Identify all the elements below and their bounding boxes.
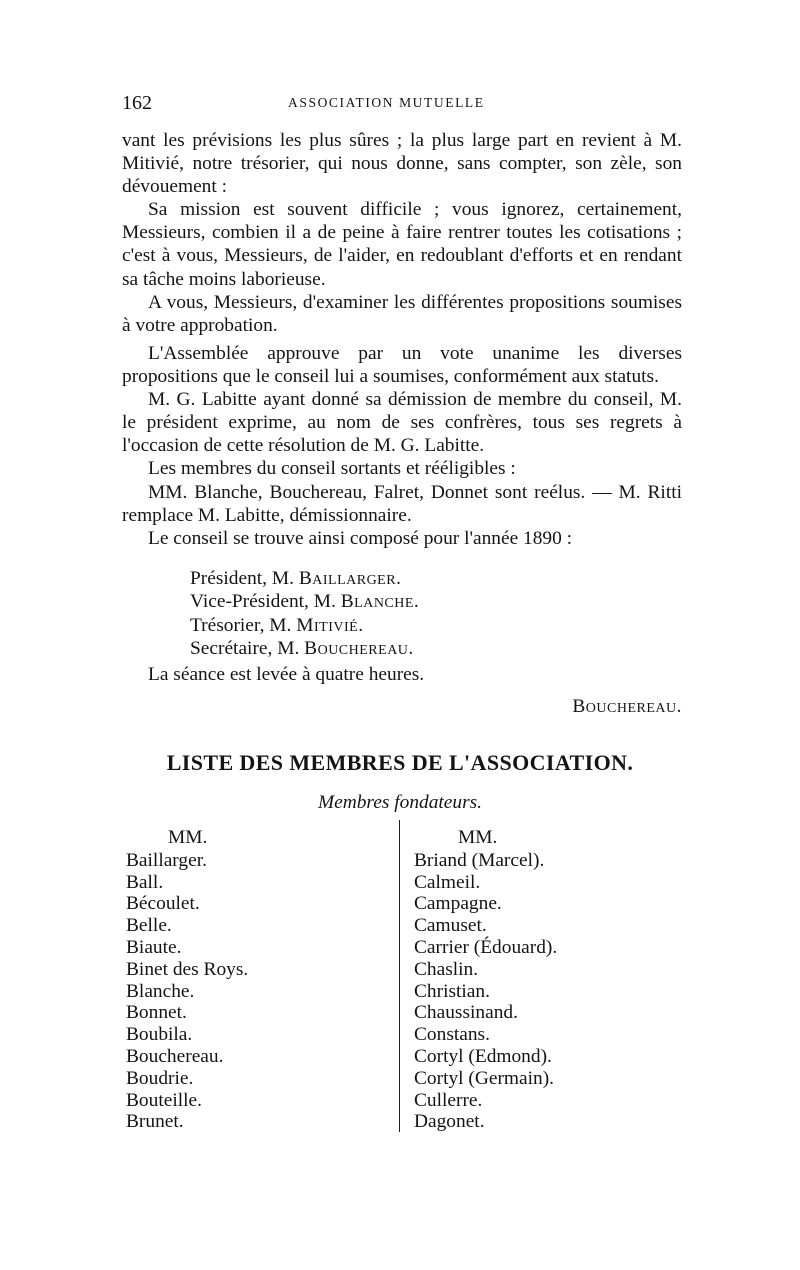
running-title: ASSOCIATION MUTUELLE xyxy=(288,95,485,110)
paragraph: Le conseil se trouve ainsi composé pour l'année 1890 : xyxy=(148,527,573,549)
officer-row: Vice-Président, M. Blanche. xyxy=(190,591,420,613)
member-name: Ball. xyxy=(126,871,164,893)
member-name: Bonnet. xyxy=(126,1002,187,1024)
member-name: Baillarger. xyxy=(126,849,207,871)
member-name: Chaussinand. xyxy=(414,1002,518,1024)
member-name: Belle. xyxy=(126,915,172,937)
member-name: Cortyl (Edmond). xyxy=(414,1045,552,1067)
member-name: Bécoulet. xyxy=(126,893,200,915)
member-name: Blanche. xyxy=(126,980,195,1002)
body-text-minutes xyxy=(122,342,682,550)
member-name: Briand (Marcel). xyxy=(414,849,545,871)
member-name: Cortyl (Germain). xyxy=(414,1067,555,1089)
paragraph: Les membres du conseil sortants et rééligibles : xyxy=(148,458,516,480)
body-text-top xyxy=(122,129,682,337)
member-name: Bouteille. xyxy=(126,1089,202,1111)
paragraph: L'Assemblée approuve par un vote unanime les diverses propositions que le conseil lui a soumises, conformément aux statuts. xyxy=(122,343,682,388)
closing-line: La séance est levée à quatre heures. xyxy=(148,664,425,685)
member-name: Calmeil. xyxy=(414,871,481,893)
member-name: Bouchereau. xyxy=(126,1045,224,1067)
column-divider xyxy=(399,820,400,1132)
member-name: Campagne. xyxy=(414,893,502,915)
paragraph: A vous, Messieurs, d'examiner les différentes propositions soumises à votre approbation. xyxy=(122,291,682,336)
member-name: Biaute. xyxy=(126,936,182,958)
member-name: Binet des Roys. xyxy=(126,958,249,980)
member-name: Cullerre. xyxy=(414,1089,483,1111)
column-header: MM. xyxy=(168,827,208,848)
officer-row: Président, M. Baillarger. xyxy=(190,568,402,589)
paragraph: MM. Blanche, Bouchereau, Falret, Donnet sont reélus. — M. Ritti remplace M. Labitte, démissionnaire. xyxy=(122,481,682,526)
signature: Bouchereau. xyxy=(572,696,682,717)
column-header: MM. xyxy=(458,827,498,848)
member-name: Christian. xyxy=(414,980,490,1002)
list-title: LISTE DES MEMBRES DE L'ASSOCIATION. xyxy=(166,750,634,775)
officers-list xyxy=(190,567,419,661)
member-name: Chaslin. xyxy=(414,958,479,980)
officer-row: Trésorier, M. Mitivié. xyxy=(190,614,364,636)
paragraph: Sa mission est souvent difficile ; vous ignorez, certainement, Messieurs, combien il a de peine à faire rentrer toutes les cotisations ; c'est à vous, Messieurs, de l'aider, en redoublant d'efforts et en rendant sa tâche moins laborieuse. xyxy=(122,199,682,290)
members-column-right xyxy=(414,827,684,1133)
page-header xyxy=(122,92,682,122)
member-name: Camuset. xyxy=(414,915,487,937)
member-name: Constans. xyxy=(414,1024,490,1046)
paragraph: vant les prévisions les plus sûres ; la plus large part en revient à M. Mitivié, notre trésorier, qui nous donne, sans compter, son zèle, son dévouement : xyxy=(122,130,682,198)
member-name: Boubila. xyxy=(126,1024,193,1046)
officer-row: Secrétaire, M. Bouchereau. xyxy=(190,638,414,660)
page-number: 162 xyxy=(122,92,152,114)
member-name: Carrier (Édouard). xyxy=(414,936,558,958)
members-column-left xyxy=(126,827,396,1133)
member-name: Dagonet. xyxy=(414,1111,485,1133)
paragraph: M. G. Labitte ayant donné sa démission de membre du conseil, M. le président exprime, au nom de ses confrères, tous ses regrets à l'occasion de cette résolution de M. G. Labitte. xyxy=(122,389,682,457)
member-name: Brunet. xyxy=(126,1111,184,1133)
member-name: Boudrie. xyxy=(126,1067,194,1089)
list-subtitle: Membres fondateurs. xyxy=(317,792,483,813)
